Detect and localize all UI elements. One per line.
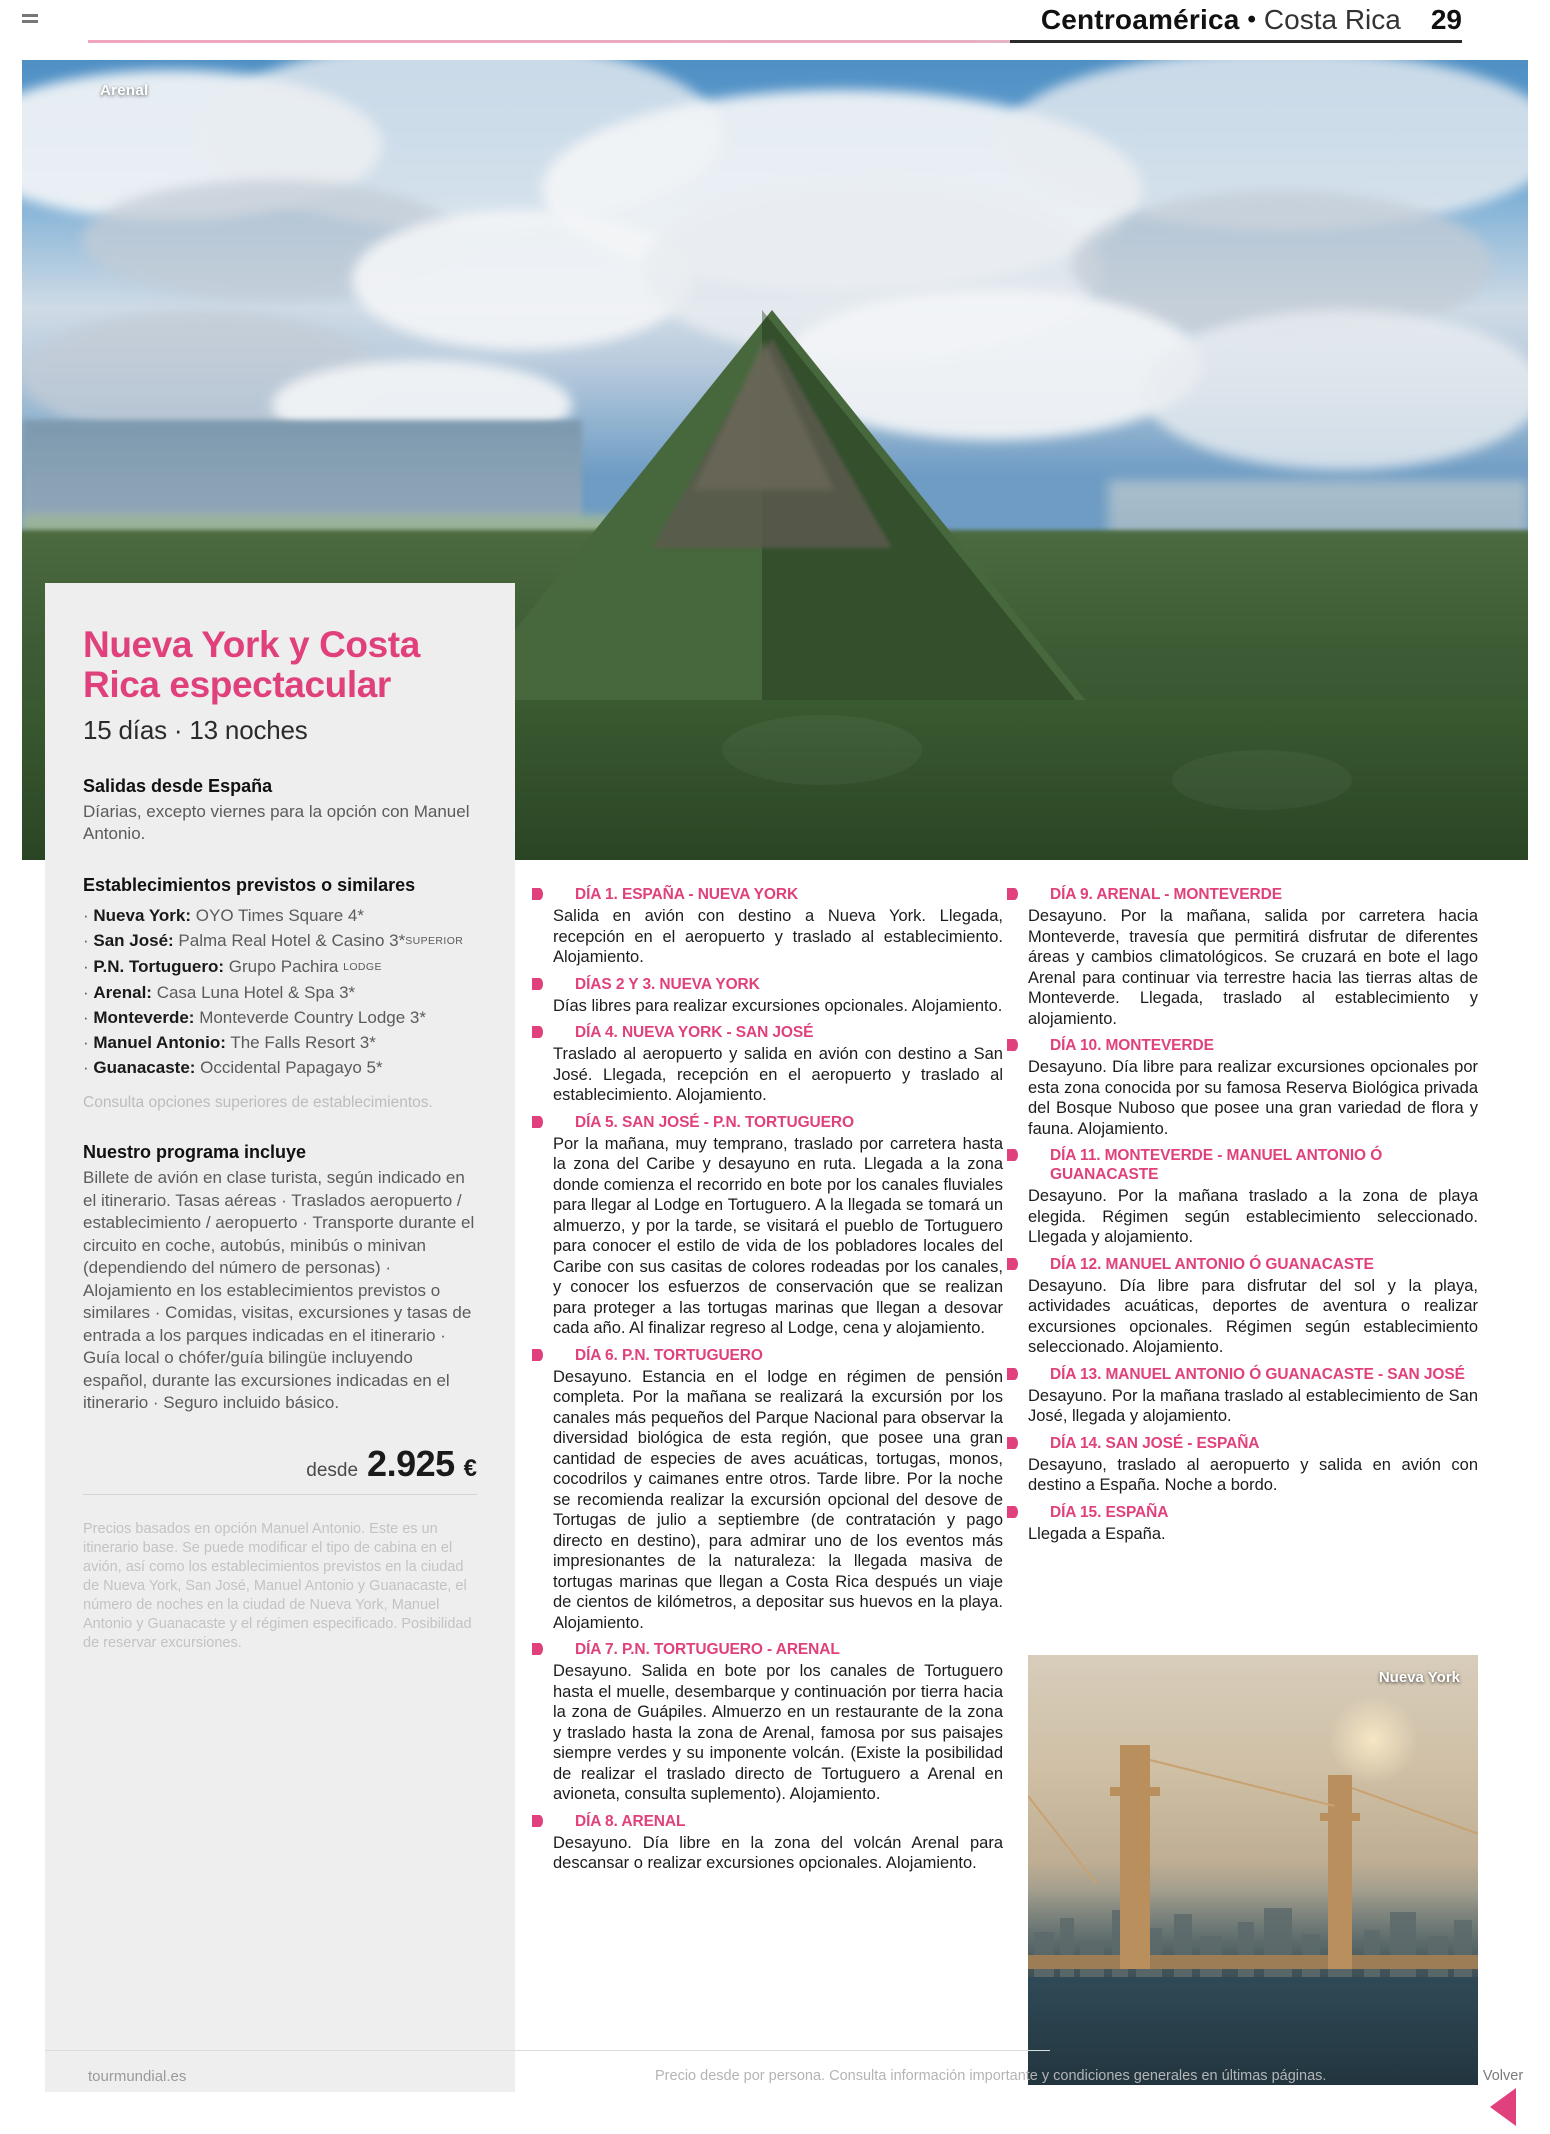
hero-caption: Arenal xyxy=(100,82,149,99)
flag-bullet-icon xyxy=(553,887,567,901)
hotel-list-item: · Nueva York: OYO Times Square 4* xyxy=(83,906,364,925)
hotel-list-item: · San José: Palma Real Hotel & Casino 3*SUPERIOR xyxy=(83,931,464,950)
hotels-heading: Establecimientos previstos o similares xyxy=(83,875,416,895)
program-heading: Nuestro programa incluye xyxy=(83,1142,307,1162)
header-rule-dark xyxy=(1010,40,1462,43)
departures-heading: Salidas desde España xyxy=(83,776,273,796)
page-number: 29 xyxy=(1430,4,1462,35)
hotel-name: Casa Luna Hotel & Spa 3* xyxy=(151,983,356,1002)
itinerary-day-heading-text: DÍA 12. MANUEL ANTONIO Ó GUANACASTE xyxy=(1050,1255,1374,1273)
price-prefix: desde xyxy=(306,1459,359,1481)
hotel-city: Guanacaste: xyxy=(93,1058,196,1077)
back-button[interactable] xyxy=(1470,2068,1536,2126)
itinerary-day-body: Desayuno. Día libre para disfrutar del sol y la playa, actividades acuáticas, deportes de aventura o realizar excursiones opcionales. Régimen según establecimiento seleccionado. Alojamiento. xyxy=(1028,1276,1478,1356)
package-info-card xyxy=(45,583,515,2092)
itinerary-day-heading xyxy=(553,1640,1003,1659)
footer-divider xyxy=(45,2050,1050,2051)
itinerary-day-heading xyxy=(1028,885,1478,904)
hotel-name: OYO Times Square 4* xyxy=(191,906,364,925)
itinerary-day-heading xyxy=(1028,1434,1478,1453)
flag-bullet-icon xyxy=(1028,887,1042,901)
flag-bullet-icon xyxy=(553,1025,567,1039)
back-button-label: Volver xyxy=(1482,2068,1524,2084)
footer-legal-text: Precio desde por persona. Consulta información importante y condiciones generales en últimas páginas. xyxy=(655,2068,1327,2084)
flag-bullet-icon xyxy=(553,1642,567,1656)
itinerary-day-heading xyxy=(553,1346,1003,1365)
itinerary-day xyxy=(1028,1503,1478,1545)
price-value: 2.925 xyxy=(367,1442,455,1484)
itinerary-day-body: Desayuno. Estancia en el lodge en régimen de pensión completa. Por la mañana se realizará la excursión por los canales más pequeños del Parque Nacional para observar la diversidad biológica de esta región, que posee una gran cantidad de especies de aves acuáticas, tortugas, monos, cocodrilos y caimanes entre otros. Tarde libre. Por la noche se recomienda realizar la excursión opcional del desove de Tortugas de julio a septiembre (de contratación y pago directo en destino), para admirar uno de los eventos más impresionantes de la naturaleza: la llegada masiva de tortugas marinas que llegan a Costa Rica después un viaje de cientos de kilómetros, a depositar sus huevos en la playa. Alojamiento. xyxy=(553,1367,1003,1632)
header-region: Centroamérica xyxy=(1040,4,1240,35)
itinerary-day-heading xyxy=(1028,1146,1478,1184)
itinerary-day xyxy=(553,1640,1003,1805)
flag-bullet-icon xyxy=(1028,1367,1042,1381)
itinerary-day-body: Desayuno, traslado al aeropuerto y salida en avión con destino a España. Noche a bordo. xyxy=(1028,1455,1478,1494)
itinerary-day-heading xyxy=(1028,1503,1478,1522)
itinerary-day-body: Desayuno. Día libre para realizar excursiones opcionales por esta zona conocida por su famosa Reserva Biológica privada del Bosque Nuboso que posee una gran variedad de flora y fauna. Alojamiento. xyxy=(1028,1058,1478,1138)
itinerary-day xyxy=(1028,1434,1478,1496)
hotel-superior-tag: SUPERIOR xyxy=(405,935,464,947)
flag-bullet-icon xyxy=(1028,1436,1042,1450)
itinerary-day-heading-text: DÍA 15. ESPAÑA xyxy=(1050,1503,1169,1521)
hotel-name: Palma Real Hotel & Casino 3* xyxy=(173,931,406,950)
page-header xyxy=(0,0,1550,46)
itinerary-day-heading xyxy=(1028,1365,1478,1384)
price-divider xyxy=(83,1494,477,1495)
hotel-name: Grupo Pachira xyxy=(224,957,344,976)
package-title: Nueva York y Costa Rica espectacular xyxy=(83,624,420,705)
hotels-list xyxy=(83,903,477,1080)
itinerary-day-body: Días libres para realizar excursiones opcionales. Alojamiento. xyxy=(553,996,1003,1015)
itinerary-day-heading-text: DÍA 10. MONTEVERDE xyxy=(1050,1037,1214,1054)
ny-photo-caption: Nueva York xyxy=(1378,1669,1460,1686)
itinerary-day-heading-text: DÍA 8. ARENAL xyxy=(575,1812,686,1830)
itinerary-day-heading xyxy=(553,1023,1003,1042)
itinerary-day-body: Desayuno. Por la mañana traslado al establecimiento de San José, llegada y alojamiento. xyxy=(1028,1386,1478,1425)
hotel-name: The Falls Resort 3* xyxy=(225,1033,376,1052)
corner-mark-icon xyxy=(22,14,38,28)
itinerary-day xyxy=(553,975,1003,1017)
itinerary-day-heading-text: DÍA 7. P.N. TORTUGUERO - ARENAL xyxy=(575,1641,840,1658)
itinerary-day-heading-text: DÍA 4. NUEVA YORK - SAN JOSÉ xyxy=(575,1024,814,1041)
itinerary-day xyxy=(1028,885,1478,1029)
price-row xyxy=(83,1443,477,1485)
hotel-city: San José: xyxy=(93,931,174,950)
flag-bullet-icon xyxy=(553,1348,567,1362)
flag-bullet-icon xyxy=(553,1814,567,1828)
hotel-city: Arenal: xyxy=(93,983,152,1002)
itinerary-day-body: Desayuno. Salida en bote por los canales de Tortuguero hasta el muelle, desembarque y continuación por tierra hacia la zona de Guápiles. Almuerzo en un restaurante de la zona y traslado hasta la zona de Arenal, famosa por sus paisajes siempre verdes y su imponente volcán. (Existe la posibilidad de realizar el traslado directo de Tortuguero a Arenal en avioneta, consulta suplemento). Alojamiento. xyxy=(553,1662,1003,1803)
itinerary-day-heading-text: DÍAS 2 Y 3. NUEVA YORK xyxy=(575,975,760,993)
itinerary-day-body: Salida en avión con destino a Nueva York. Llegada, recepción en el aeropuerto y traslado al establecimiento. Alojamiento. xyxy=(553,907,1003,966)
itinerary-day-body: Desayuno. Por la mañana traslado a la zona de playa elegida. Régimen según establecimiento seleccionado. Llegada y alojamiento. xyxy=(1028,1187,1478,1246)
back-arrow-icon xyxy=(1490,2088,1516,2126)
hotel-name: Monteverde Country Lodge 3* xyxy=(194,1008,427,1027)
itinerary-day-heading-text: DÍA 1. ESPAÑA - NUEVA YORK xyxy=(575,886,799,903)
package-duration: 15 días · 13 noches xyxy=(83,715,308,745)
bridge-tower-left-arch xyxy=(1110,1787,1160,1796)
itinerary-day-body: Por la mañana, muy temprano, traslado por carretera hasta la zona del Caribe y desayuno en ruta. Llegada a la zona donde comienza el recorrido en bote por los canales fluviales para llegar al Lodge en Tortuguero. A la llegada se tomará un almuerzo, y por la tarde, se visitará el pueblo de Tortuguero para conocer el estilo de vida de los pobladores locales del Caribe con sus casitas de colores rodeadas por los canales, y conocer los esfuerzos de conservación que se realizan para proteger a las tortugas marinas que llegan a desovar cada año. Al finalizar regreso al Lodge, cena y alojamiento. xyxy=(553,1134,1003,1337)
footer-website: tourmundial.es xyxy=(88,2068,187,2085)
hotel-name: Occidental Papagayo 5* xyxy=(195,1058,383,1077)
itinerary-day xyxy=(553,1346,1003,1634)
header-separator: • xyxy=(1247,6,1256,33)
hotel-list-item: · Monteverde: Monteverde Country Lodge 3* xyxy=(83,1008,427,1027)
itinerary-day-heading xyxy=(553,1812,1003,1831)
hotel-list-item: · P.N. Tortuguero: Grupo Pachira LODGE xyxy=(83,957,382,976)
itinerary-day-heading xyxy=(1028,1036,1478,1055)
hotel-list-item: · Guanacaste: Occidental Papagayo 5* xyxy=(83,1058,383,1077)
hotel-superior-tag: LODGE xyxy=(343,961,382,973)
flag-bullet-icon xyxy=(553,1115,567,1129)
itinerary-day-body: Traslado al aeropuerto y salida en avión con destino a San José. Llegada, recepción en el aeropuerto y traslado al establecimiento. Alojamiento. xyxy=(553,1045,1003,1104)
itinerary-day xyxy=(1028,1255,1478,1358)
hotel-city: Nueva York: xyxy=(93,906,192,925)
itinerary-day-heading-text: DÍA 9. ARENAL - MONTEVERDE xyxy=(1050,886,1282,903)
itinerary-day-heading xyxy=(553,975,1003,994)
itinerary-day-body: Desayuno. Por la mañana, salida por carretera hacia Monteverde, travesía que permitirá disfrutar de diferentes áreas y cambios climatológicos. Se cruzará en bote el lago Arenal para continuar via terrestre hacia las tierras altas de Monteverde. Llegada, traslado al establecimiento y alojamiento. xyxy=(1028,907,1478,1028)
itinerary-day-heading-text: DÍA 14. SAN JOSÉ - ESPAÑA xyxy=(1050,1434,1260,1452)
bridge-tower-left xyxy=(1120,1745,1150,1969)
itinerary-day-body: Llegada a España. xyxy=(1028,1524,1166,1543)
itinerary-column-right xyxy=(1028,885,1478,1551)
ny-sun-glow xyxy=(1328,1695,1418,1785)
itinerary-day-heading-text: DÍA 13. MANUEL ANTONIO Ó GUANACASTE - SAN JOSÉ xyxy=(1050,1365,1465,1383)
price-currency: € xyxy=(463,1454,477,1482)
flag-bullet-icon xyxy=(553,977,567,991)
itinerary-day xyxy=(1028,1036,1478,1139)
itinerary-day xyxy=(1028,1146,1478,1248)
header-country: Costa Rica xyxy=(1263,4,1401,35)
itinerary-day-heading-text: DÍA 6. P.N. TORTUGUERO xyxy=(575,1346,763,1364)
hotel-list-item: · Arenal: Casa Luna Hotel & Spa 3* xyxy=(83,983,356,1002)
itinerary-day-heading xyxy=(553,1113,1003,1132)
header-breadcrumb xyxy=(1041,0,1462,40)
itinerary-day xyxy=(553,1812,1003,1874)
flag-bullet-icon xyxy=(1028,1257,1042,1271)
volcano-summit-highlight xyxy=(694,340,834,490)
hotel-city: Manuel Antonio: xyxy=(93,1033,226,1052)
itinerary-column-left xyxy=(553,885,1003,1881)
bridge-tower-right-arch xyxy=(1320,1813,1360,1821)
flag-bullet-icon xyxy=(1028,1038,1042,1052)
hotels-note: Consulta opciones superiores de establecimientos. xyxy=(83,1094,433,1111)
hotel-city: P.N. Tortuguero: xyxy=(93,957,225,976)
ny-bridge-deck xyxy=(1028,1955,1478,1969)
hotel-list-item: · Manuel Antonio: The Falls Resort 3* xyxy=(83,1033,376,1052)
flag-bullet-icon xyxy=(1028,1505,1042,1519)
new-york-photo xyxy=(1028,1655,1478,2085)
departures-body: Díarias, excepto viernes para la opción con Manuel Antonio. xyxy=(83,802,470,843)
itinerary-day xyxy=(553,885,1003,968)
flag-bullet-icon xyxy=(1028,1148,1042,1162)
price-fine-print: Precios basados en opción Manuel Antonio. Este es un itinerario base. Se puede modificar el tipo de cabina en el avión, así como los establecimientos previstos en la ciudad de Nueva York, San José, Manuel Antonio y Guanacaste, el número de noches en la ciudad de Nueva York, Manuel Antonio y Guanacaste y el régimen especificado. Posibilidad de reservar excursiones. xyxy=(83,1520,472,1651)
program-body: Billete de avión en clase turista, según indicado en el itinerario. Tasas aéreas · Traslados aeropuerto / establecimiento / aeropuerto · Transporte durante el circuito en coche, autobús, minibús o minivan (dependiendo del número de personas) · Alojamiento en los establecimientos previstos o similares · Comidas, visitas, excursiones y tasas de entrada a los parques indicadas en el itinerario · Guía local o chófer/guía bilingüe incluyendo español, durante las excursiones indicadas en el itinerario · Seguro incluido básico. xyxy=(83,1168,475,1412)
itinerary-day-body: Desayuno. Día libre en la zona del volcán Arenal para descansar o realizar excursiones opcionales. Alojamiento. xyxy=(553,1833,1003,1872)
hotel-city: Monteverde: xyxy=(93,1008,195,1027)
itinerary-day-heading-text: DÍA 11. MONTEVERDE - MANUEL ANTONIO Ó GUANACASTE xyxy=(1050,1147,1383,1183)
itinerary-day-heading-text: DÍA 5. SAN JOSÉ - P.N. TORTUGUERO xyxy=(575,1113,854,1131)
itinerary-day xyxy=(553,1023,1003,1106)
itinerary-day-heading xyxy=(553,885,1003,904)
itinerary-day xyxy=(553,1113,1003,1339)
itinerary-day xyxy=(1028,1365,1478,1427)
itinerary-day-heading xyxy=(1028,1255,1478,1274)
